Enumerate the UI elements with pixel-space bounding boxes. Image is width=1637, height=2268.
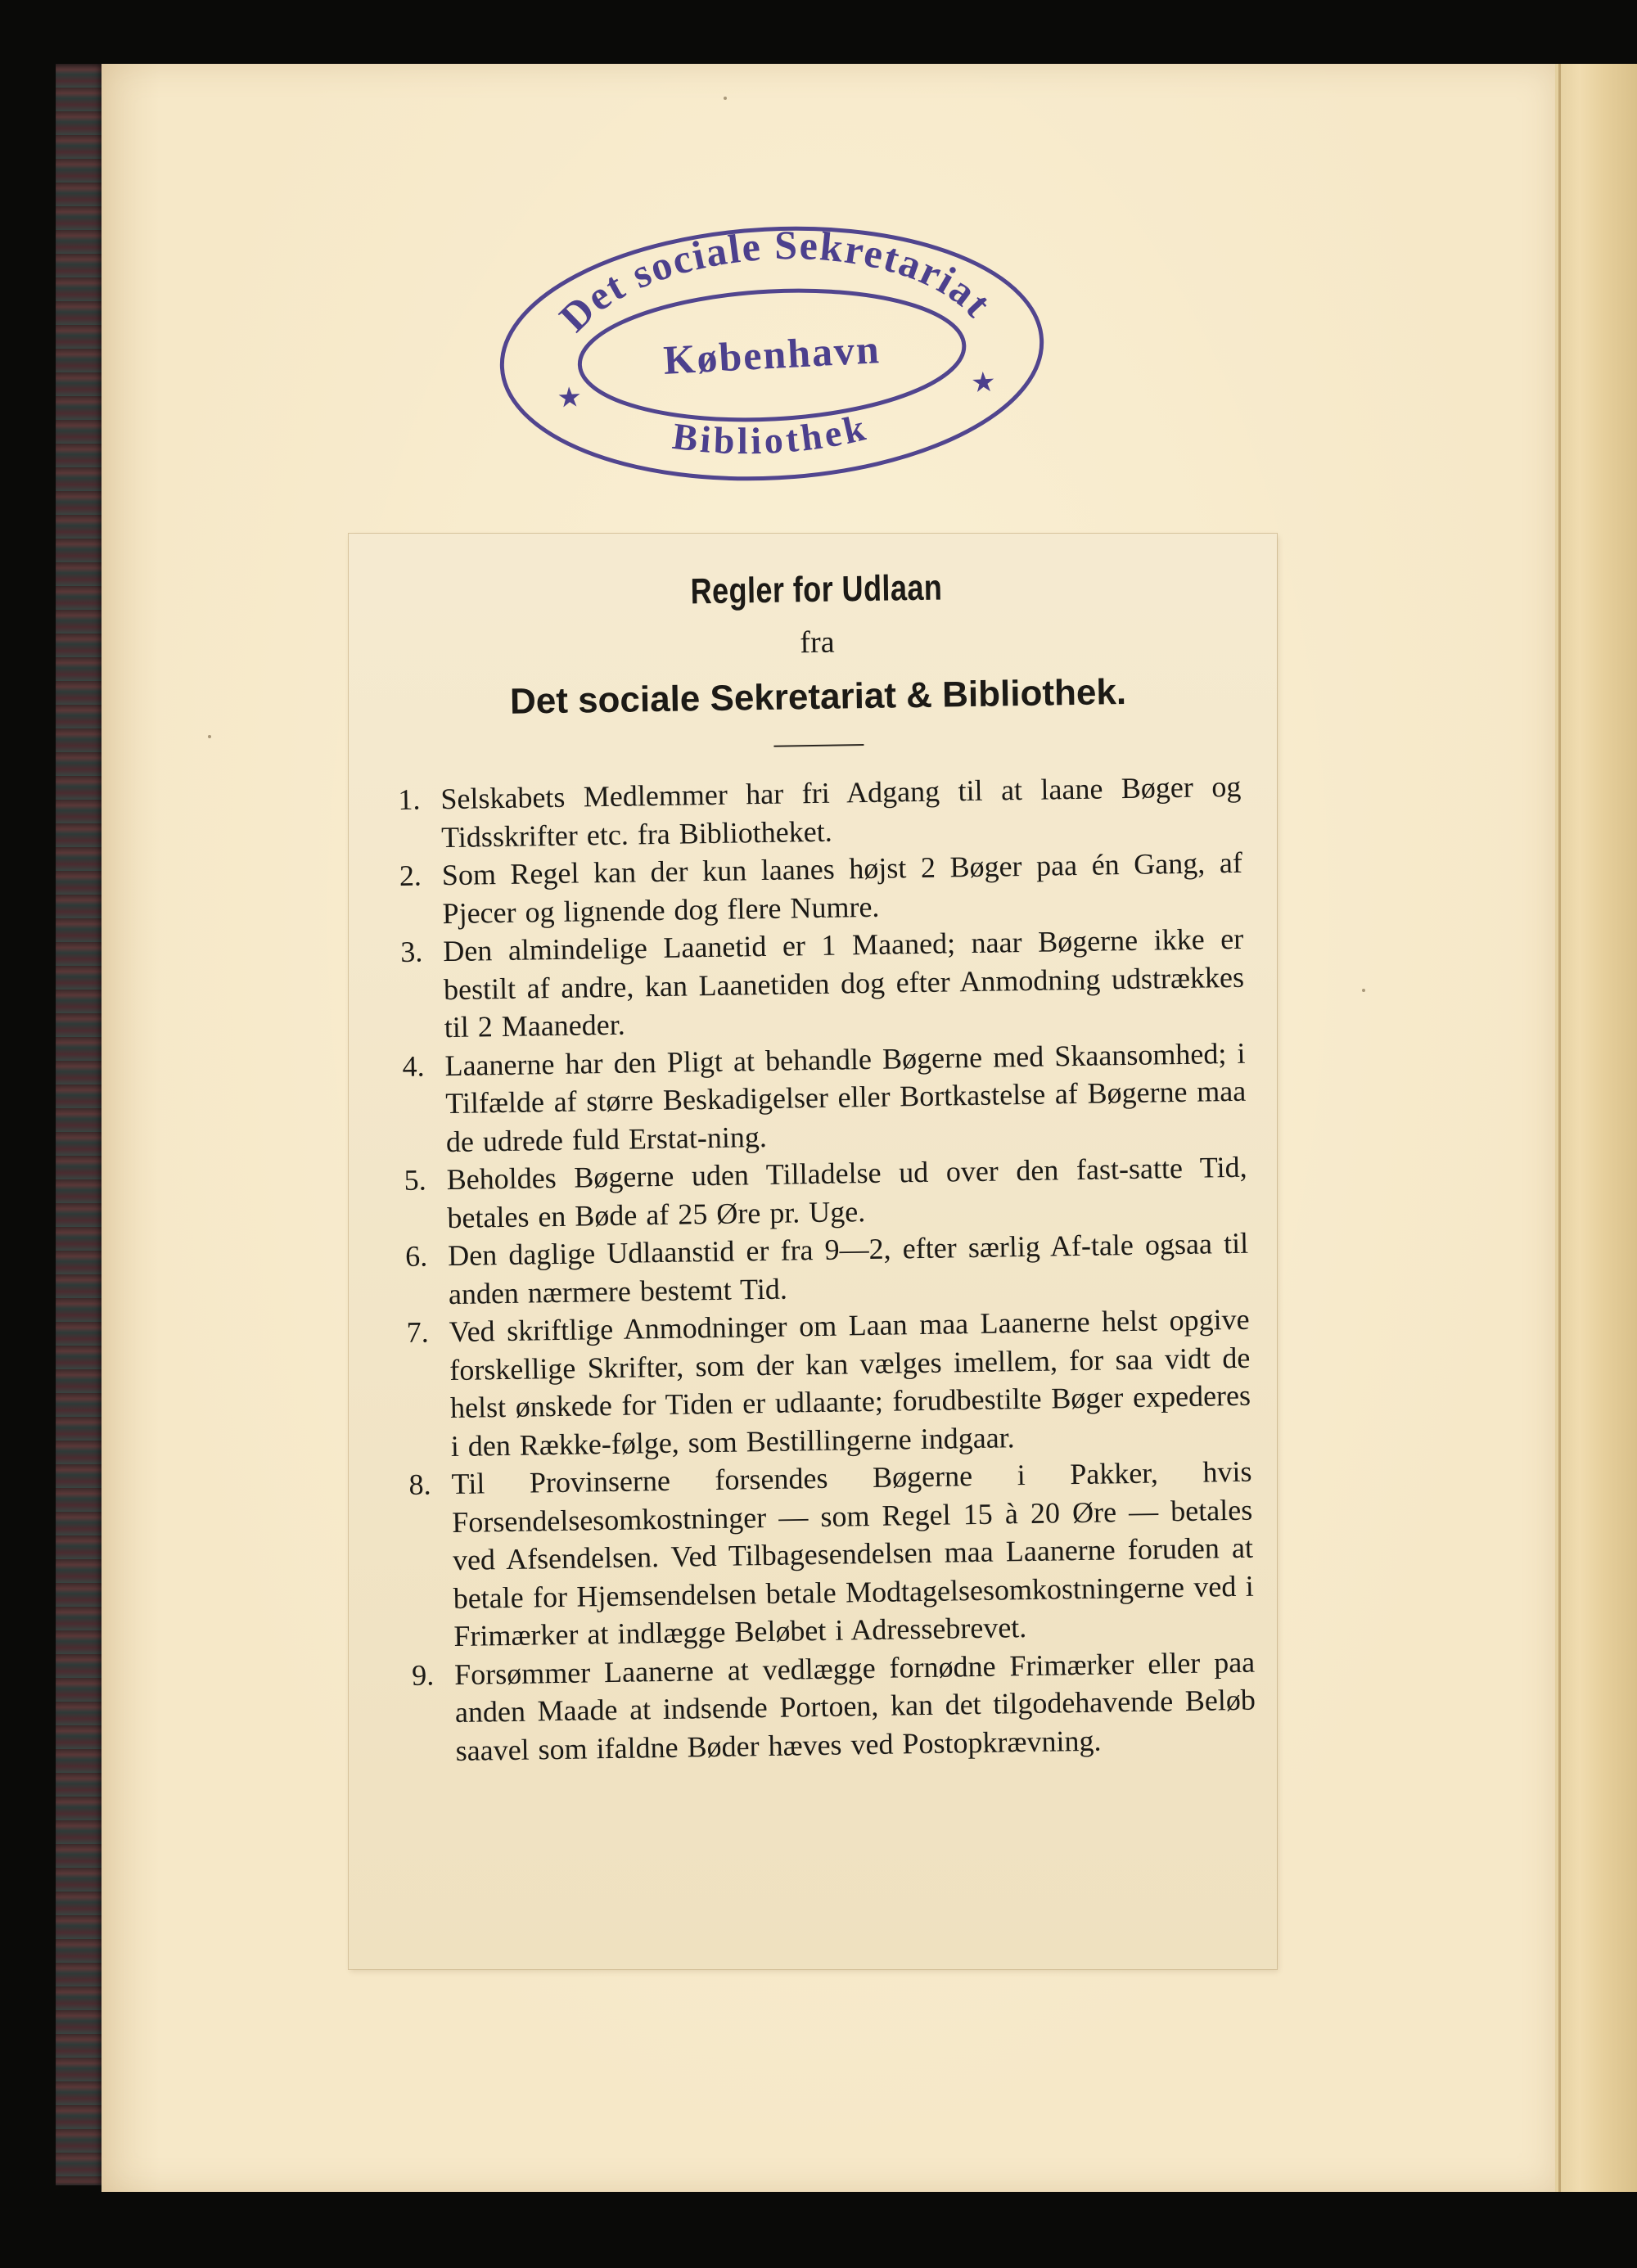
rule-item bbox=[405, 1224, 1249, 1314]
rule-text: Til Provinserne forsendes Bøgerne i Pakker, hvis Forsendelsesomkostninger — som Regel 15 à 20 Øre — betales ved Afsendelsen. Ved Tilbagesendelsen maa Laanerne foruden at betale for Hjemsendelsen betale Modtagelsesomkostningerne ved i Frimærker at indlægge Beløbet i Adressebrevet. bbox=[451, 1454, 1254, 1653]
slip-content bbox=[395, 557, 1256, 1770]
rule-number: 7. bbox=[406, 1315, 429, 1349]
rule-text: Forsømmer Laanerne at vedlægge fornødne Frimærker eller paa anden Maade at indsende Portoen, kan det tilgodehavende Beløb saavel som ifaldne Bøder hæves ved Postopkrævning. bbox=[453, 1645, 1256, 1767]
divider bbox=[773, 744, 864, 747]
slip-fra: fra bbox=[800, 624, 835, 661]
rule-number: 3. bbox=[400, 935, 423, 968]
facing-page-edge bbox=[1555, 64, 1637, 2192]
rule-item bbox=[404, 1148, 1247, 1238]
stamp-library-text: Bibliothek bbox=[670, 405, 873, 462]
rule-text: Selskabets Medlemmer har fri Adgang til at laane Bøger og Tidsskrifter etc. fra Bibliotheket. bbox=[440, 769, 1242, 854]
paper-speck bbox=[208, 735, 211, 738]
paper-speck bbox=[724, 97, 727, 100]
rule-item bbox=[402, 1034, 1247, 1161]
rule-text: Som Regel kan der kun laanes højst 2 Bøger paa én Gang, af Pjecer og lignende dog flere Numre. bbox=[441, 845, 1243, 930]
stamp-city-text: København bbox=[662, 326, 882, 383]
rule-number: 5. bbox=[404, 1163, 427, 1197]
rule-text: Beholdes Bøgerne uden Tilladelse ud over den fast-satte Tid, betales en Bøde af 25 Øre pr. Uge. bbox=[446, 1150, 1247, 1234]
rule-number: 8. bbox=[408, 1468, 431, 1501]
slip-subtitle: Det sociale Sekretariat & Bibliothek. bbox=[509, 671, 1127, 722]
rule-number: 1. bbox=[398, 782, 421, 816]
stamp-star-icon: ★ bbox=[556, 381, 583, 415]
rules-list bbox=[398, 768, 1256, 1770]
rule-text: Den daglige Udlaanstid er fra 9—2, efter særlig Af-tale ogsaa til anden nærmere bestemt Tid. bbox=[447, 1226, 1249, 1310]
rule-number: 4. bbox=[402, 1049, 425, 1083]
rule-number: 2. bbox=[399, 859, 422, 892]
stamp-name-text: Det sociale Sekretariat bbox=[550, 222, 1002, 340]
slip-title: Regler for Udlaan bbox=[690, 567, 943, 612]
rule-item bbox=[399, 844, 1243, 933]
rule-item bbox=[412, 1643, 1256, 1770]
rule-item bbox=[398, 768, 1242, 857]
book-spine bbox=[56, 64, 103, 2185]
rule-item bbox=[406, 1301, 1251, 1466]
rule-text: Ved skriftlige Anmodninger om Laan maa Laanerne helst opgive forskellige Skrifter, som der kan vælges imellem, for saa vidt de helst ønskede for Tiden er udlaante; forudbestilte Bøger expederes i den Række-følge, som Bestillingerne indgaar. bbox=[449, 1302, 1251, 1463]
rule-item bbox=[400, 920, 1245, 1048]
library-stamp bbox=[496, 214, 1048, 493]
paper-speck bbox=[1362, 989, 1365, 992]
lending-rules-slip bbox=[349, 534, 1277, 1969]
rule-number: 6. bbox=[404, 1239, 428, 1273]
rule-text: Den almindelige Laanetid er 1 Maaned; naar Bøgerne ikke er bestilt af andre, kan Laanetiden dog efter Anmodning udstrækkes til 2 Maaneder. bbox=[443, 922, 1245, 1044]
rule-item bbox=[408, 1453, 1255, 1657]
rule-text: Laanerne har den Pligt at behandle Bøgerne med Skaansomhed; i Tilfælde af større Beskadigelser eller Bortkastelse af Bøgerne maa de udrede fuld Erstat-ning. bbox=[444, 1036, 1247, 1158]
rule-number: 9. bbox=[411, 1657, 435, 1692]
stamp-star-icon: ★ bbox=[970, 365, 997, 400]
